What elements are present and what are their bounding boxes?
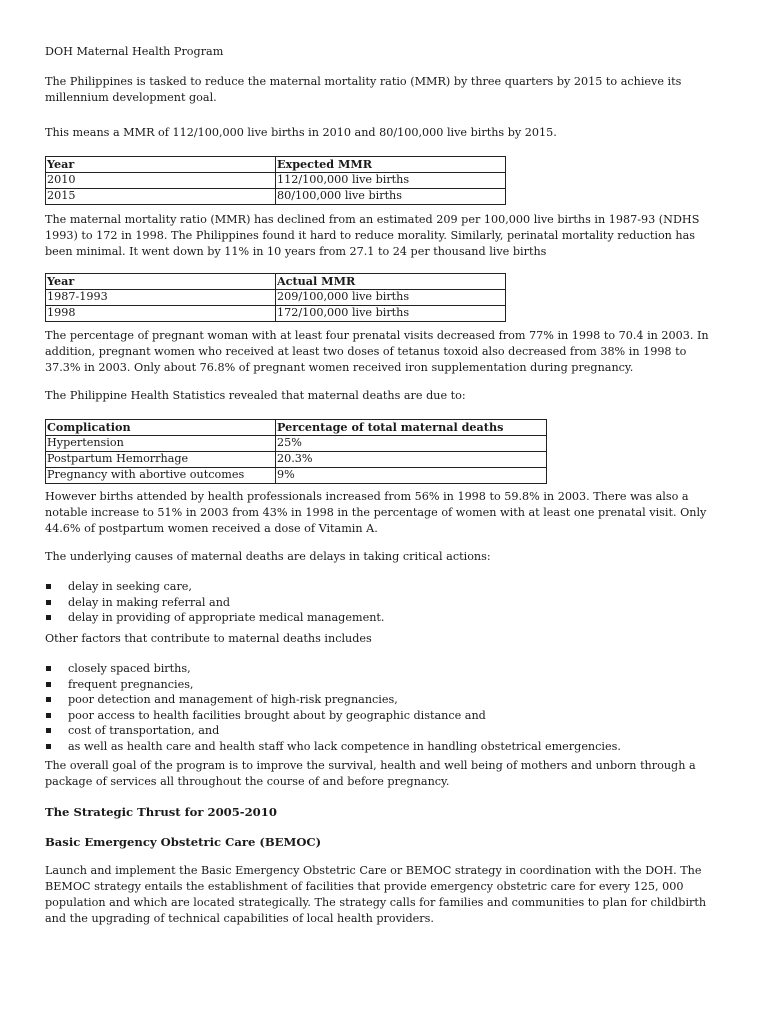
list-item: poor detection and management of high-risk pregnancies, [45,692,725,708]
column-header: Year [46,157,276,173]
table-row [46,468,547,484]
table-cell: 172/100,000 live births [276,306,506,322]
table-row [46,436,547,452]
column-header: Complication [46,420,276,436]
paragraph-statistics-intro: The Philippine Health Statistics revealed that maternal deaths are due to: [45,389,466,402]
paragraph-mmr-goal: The Philippines is tasked to reduce the maternal mortality ratio (MMR) by three quarters by 2015 to achieve its millennium development goal. [45,75,682,104]
list-item: delay in providing of appropriate medical management. [45,610,725,626]
list-item: delay in making referral and [45,595,725,611]
bullet-icon [46,682,51,687]
actual-mmr-table [45,273,506,322]
delays-list [45,579,725,626]
table-row [46,173,506,189]
bullet-icon [46,615,51,620]
table-row [46,290,506,306]
paragraph-overall-goal: The overall goal of the program is to improve the survival, health and well being of mothers and unborn through a package of services all throughout the course of and before pregnancy. [45,759,696,788]
table-cell: 2010 [46,173,276,189]
list-item: cost of transportation, and [45,723,725,739]
complications-table [45,419,547,484]
table-row [46,189,506,205]
column-header: Year [46,274,276,290]
heading-strategic-thrust: The Strategic Thrust for 2005-2010 [45,805,277,819]
list-item: poor access to health facilities brought about by geographic distance and [45,708,725,724]
paragraph-underlying-causes: The underlying causes of maternal deaths are delays in taking critical actions: [45,550,491,563]
table-cell: 2015 [46,189,276,205]
paragraph-prenatal-visits: The percentage of pregnant woman with at least four prenatal visits decreased from 77% in 1998 to 70.4 in 2003. In addition, pregnant women who received at least two doses of tetanus toxoid also decreased from 38% in 1998 to 37.3% in 2003. Only about 76.8% of pregnant women received iron supplementation during pregnancy. [45,329,709,374]
list-item: as well as health care and health staff who lack competence in handling obstetrical emergencies. [45,739,725,755]
bullet-icon [46,744,51,749]
table-cell: 20.3% [276,452,547,468]
bullet-icon [46,728,51,733]
factors-list [45,661,725,755]
paragraph-other-factors: Other factors that contribute to maternal deaths includes [45,632,372,645]
table-cell: 1998 [46,306,276,322]
paragraph-mmr-targets: This means a MMR of 112/100,000 live births in 2010 and 80/100,000 live births by 2015. [45,126,557,139]
column-header: Percentage of total maternal deaths [276,420,547,436]
table-cell: Postpartum Hemorrhage [46,452,276,468]
bullet-icon [46,713,51,718]
column-header: Expected MMR [276,157,506,173]
table-cell: 9% [276,468,547,484]
paragraph-births-attended: However births attended by health professionals increased from 56% in 1998 to 59.8% in 2003. There was also a notable increase to 51% in 2003 from 43% in 1998 in the percentage of women with at least one prenatal visit. Only 44.6% of postpartum women received a dose of Vitamin A. [45,490,707,535]
table-row [46,452,547,468]
list-item: frequent pregnancies, [45,677,725,693]
table-cell: 209/100,000 live births [276,290,506,306]
table-header-row [46,157,506,173]
table-cell: 1987-1993 [46,290,276,306]
bullet-icon [46,584,51,589]
table-header-row [46,274,506,290]
paragraph-bemoc-strategy: Launch and implement the Basic Emergency Obstetric Care or BEMOC strategy in coordination with the DOH. The BEMOC strategy entails the establishment of facilities that provide emergency obstetric care for every 125, 000 population and which are located strategically. The strategy calls for families and communities to plan for childbirth and the upgrading of technical capabilities of local health providers. [45,864,707,925]
column-header: Actual MMR [276,274,506,290]
table-cell: Pregnancy with abortive outcomes [46,468,276,484]
table-cell: 80/100,000 live births [276,189,506,205]
table-row [46,306,506,322]
document-title: DOH Maternal Health Program [45,45,224,58]
heading-bemoc: Basic Emergency Obstetric Care (BEMOC) [45,835,322,849]
list-item: delay in seeking care, [45,579,725,595]
expected-mmr-table [45,156,506,205]
table-header-row [46,420,547,436]
bullet-icon [46,600,51,605]
table-cell: 25% [276,436,547,452]
paragraph-mmr-decline: The maternal mortality ratio (MMR) has declined from an estimated 209 per 100,000 live births in 1987-93 (NDHS 1993) to 172 in 1998. The Philippines found it hard to reduce morality. Similarly, perinatal mortality reduction has been minimal. It went down by 11% in 10 years from 27.1 to 24 per thousand live births [45,213,700,258]
bullet-icon [46,697,51,702]
bullet-icon [46,666,51,671]
list-item: closely spaced births, [45,661,725,677]
table-cell: 112/100,000 live births [276,173,506,189]
table-cell: Hypertension [46,436,276,452]
